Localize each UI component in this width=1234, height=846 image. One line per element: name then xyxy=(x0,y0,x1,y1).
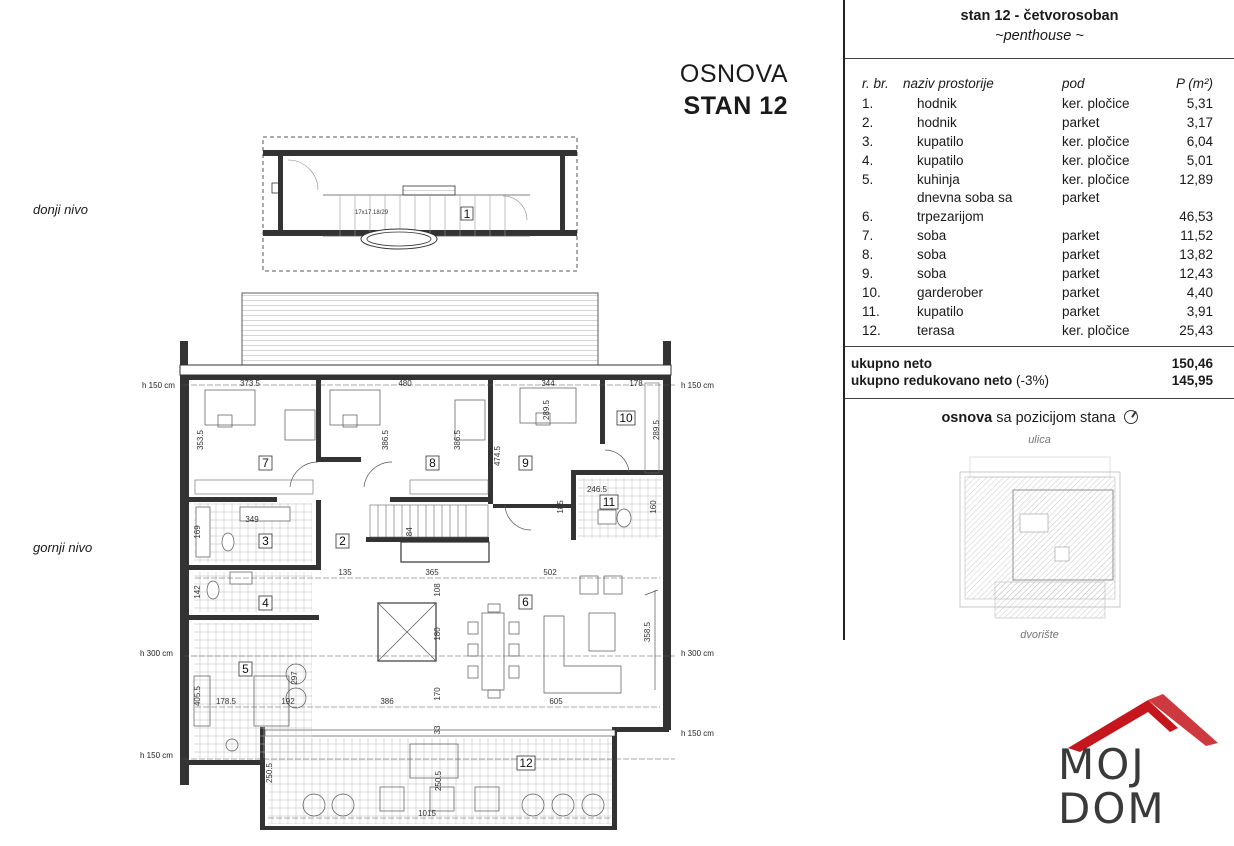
table-row: 5. kuhinja ker. pločice 12,89 xyxy=(862,171,1213,187)
stair-note: 17x17.18/29 xyxy=(355,210,389,216)
room-tag-5: 5 xyxy=(242,662,249,676)
room-tag-11: 11 xyxy=(602,495,616,509)
logo-text-dom: DOM xyxy=(1058,784,1166,833)
dimension-label: 358.5 xyxy=(643,621,652,643)
dimension-label: 365 xyxy=(425,568,439,577)
header-room-name: naziv prostorije xyxy=(903,76,994,91)
position-title: osnova sa pozicijom stana xyxy=(845,410,1234,426)
yard-label: dvorište xyxy=(1020,629,1059,641)
plan-title: OSNOVA xyxy=(679,60,788,88)
street-label: ulica xyxy=(1028,434,1051,446)
height-mark: h 150 cm xyxy=(142,381,175,390)
lower-level-label: donji nivo xyxy=(33,202,88,217)
room-tag-4: 4 xyxy=(262,596,269,610)
compass-icon xyxy=(1124,410,1138,424)
dimension-label: 373.5 xyxy=(239,379,261,388)
dimension-label: 184 xyxy=(405,527,414,541)
dimension-label: 250.5 xyxy=(434,770,443,792)
room-tag-9: 9 xyxy=(522,456,529,470)
table-row: 7. soba parket 11,52 xyxy=(862,228,1213,244)
header-floor: pod xyxy=(1062,76,1085,91)
dimension-label: 160 xyxy=(649,500,658,514)
dimension-label: 386 xyxy=(380,697,394,706)
table-row: dnevna soba sa parket xyxy=(917,190,1100,206)
dimension-label: 297 xyxy=(290,671,299,685)
room-tag-1: 1 xyxy=(463,207,471,221)
dimension-label: 178 xyxy=(629,379,643,388)
room-table xyxy=(845,96,1234,342)
table-row: 8. soba parket 13,82 xyxy=(862,247,1213,263)
dimension-label: 289.5 xyxy=(652,419,661,441)
table-row: 3. kupatilo ker. pločice 6,04 xyxy=(862,133,1213,149)
room-tag-7: 7 xyxy=(262,456,269,470)
dimension-label: 250.5 xyxy=(265,762,274,784)
dimension-label: 142 xyxy=(193,585,202,599)
room-tag-10: 10 xyxy=(619,411,633,425)
plan-subtitle: STAN 12 xyxy=(683,92,788,120)
room-tag-8: 8 xyxy=(429,456,436,470)
dimension-label: 474.5 xyxy=(493,445,502,467)
dimension-label: 108 xyxy=(433,583,442,597)
building-position-map xyxy=(955,452,1125,628)
header-area: P (m²) xyxy=(1176,76,1213,91)
height-mark: h 150 cm xyxy=(681,381,714,390)
table-row: 9. soba parket 12,43 xyxy=(862,266,1213,282)
divider xyxy=(845,398,1234,399)
dimension-label: 180 xyxy=(433,627,442,641)
dimension-label: 289.5 xyxy=(542,399,551,421)
dimension-label: 178.5 xyxy=(215,697,237,706)
total-reduced-suffix: (-3%) xyxy=(1016,373,1050,388)
dimension-label: 353.5 xyxy=(196,429,205,451)
apartment-subtitle: ~penthouse ~ xyxy=(995,28,1084,44)
dimension-label: 605 xyxy=(549,697,563,706)
total-net-value: 150,46 xyxy=(1171,356,1213,371)
dimension-label: 170 xyxy=(433,687,442,701)
total-reduced-value: 145,95 xyxy=(1171,373,1213,388)
table-row: 11. kupatilo parket 3,91 xyxy=(862,303,1213,319)
apartment-title: stan 12 - četvorosoban xyxy=(960,8,1119,24)
upper-level-plan xyxy=(180,293,675,830)
total-net-label: ukupno neto xyxy=(851,356,932,371)
total-reduced-label: ukupno redukovano neto (-3%) xyxy=(851,373,1050,388)
dimension-label: 386.5 xyxy=(381,429,390,451)
table-row: 12. terasa ker. pločice 25,43 xyxy=(862,322,1213,338)
room-tag-3: 3 xyxy=(262,534,269,548)
moj-dom-logo xyxy=(1028,688,1228,838)
table-row: 6. trpezarijom 46,53 xyxy=(862,209,1213,225)
height-mark: h 150 cm xyxy=(681,729,714,738)
divider xyxy=(845,346,1234,347)
dimension-label: 135 xyxy=(338,568,352,577)
table-row: 4. kupatilo ker. pločice 5,01 xyxy=(862,152,1213,168)
dimension-label: 344 xyxy=(541,379,555,388)
dimension-label: 246.5 xyxy=(586,485,608,494)
height-mark: h 300 cm xyxy=(140,649,173,658)
height-mark: h 300 cm xyxy=(681,649,714,658)
divider xyxy=(845,58,1234,59)
dimension-label: 405.5 xyxy=(193,685,202,707)
dimension-label: 502 xyxy=(543,568,557,577)
upper-level-label: gornji nivo xyxy=(33,540,93,555)
room-tag-2: 2 xyxy=(339,534,346,548)
dimension-label: 33 xyxy=(433,725,442,735)
dimension-label: 386.5 xyxy=(453,429,462,451)
dimension-label: 192 xyxy=(281,697,295,706)
header-number: r. br. xyxy=(862,76,889,91)
room-tag-6: 6 xyxy=(522,595,529,609)
lower-level-plan xyxy=(263,137,577,271)
dimension-label: 349 xyxy=(245,515,259,524)
room-tag-12: 12 xyxy=(519,756,533,770)
table-row: 2. hodnik parket 3,17 xyxy=(862,114,1213,130)
dimension-label: 480 xyxy=(398,379,412,388)
dimension-label: 185 xyxy=(556,500,565,514)
dimension-label: 1015 xyxy=(418,809,436,818)
table-row: 1. hodnik ker. pločice 5,31 xyxy=(862,96,1213,111)
logo-text-moj: MOJ xyxy=(1058,740,1146,789)
dimension-label: 169 xyxy=(193,525,202,539)
table-row: 10. garderober parket 4,40 xyxy=(862,284,1213,300)
height-mark: h 150 cm xyxy=(140,751,173,760)
